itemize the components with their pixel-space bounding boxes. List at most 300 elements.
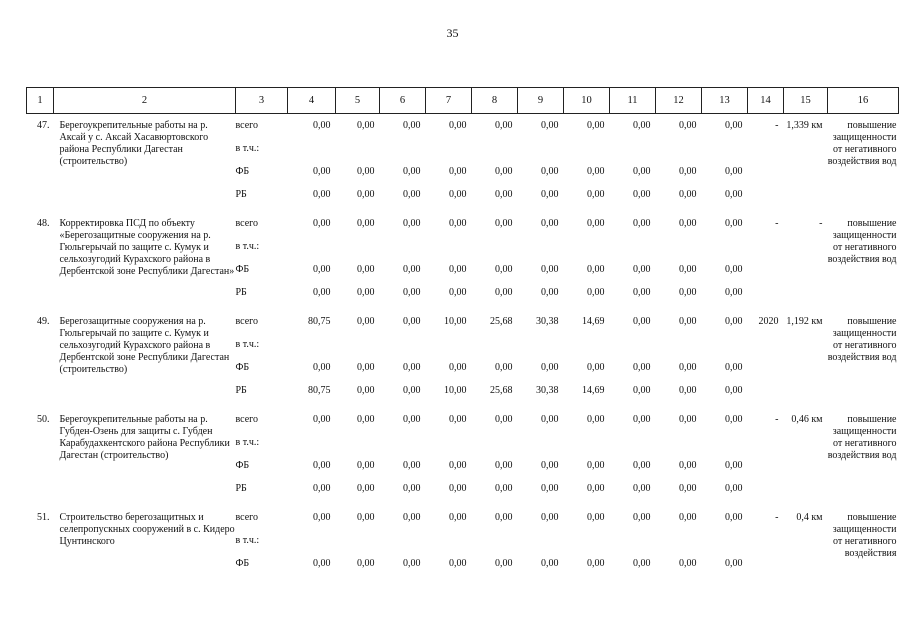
goal-text: повышение защищенности от негативного воздействия вод	[827, 414, 897, 461]
funding-source-cell	[236, 310, 288, 408]
amount-value: 0,00	[633, 460, 651, 471]
amount-value	[288, 535, 336, 558]
amount-value: 0,00	[403, 189, 421, 200]
length-value: 0,4 км	[796, 512, 823, 523]
amount-value	[656, 437, 702, 460]
amount-value: 0,00	[449, 362, 467, 373]
funding-source-cell	[236, 212, 288, 310]
amount-value: 0,00	[725, 460, 743, 471]
amount-value	[288, 339, 336, 362]
amount-value: 0,00	[587, 120, 605, 131]
amount-cell	[380, 408, 426, 506]
amount-value: 0,00	[633, 316, 651, 327]
column-header: 9	[518, 88, 564, 114]
amount-value	[426, 143, 472, 166]
amount-cell	[426, 506, 472, 581]
amount-cell	[518, 310, 564, 408]
funding-source-label: РБ	[235, 287, 247, 298]
amount-value: 0,00	[541, 264, 559, 275]
amount-value: 0,00	[403, 414, 421, 425]
amount-value: 0,00	[633, 287, 651, 298]
amount-value: 0,00	[587, 287, 605, 298]
amount-value	[472, 339, 518, 362]
amount-value: 0,00	[541, 120, 559, 131]
funding-table	[26, 87, 899, 581]
amount-value: 0,00	[633, 264, 651, 275]
amount-cell	[702, 408, 748, 506]
amount-value: 0,00	[587, 218, 605, 229]
amount-value: 0,00	[313, 120, 331, 131]
amount-value: 0,00	[495, 120, 513, 131]
amount-value: 0,00	[357, 166, 375, 177]
amount-value: 0,00	[357, 218, 375, 229]
amount-cell	[702, 506, 748, 581]
amount-value: 0,00	[725, 483, 743, 494]
amount-value	[564, 535, 610, 558]
amount-value: 0,00	[633, 189, 651, 200]
amount-cell	[426, 114, 472, 213]
amount-value: 0,00	[633, 385, 651, 396]
amount-cell	[472, 408, 518, 506]
amount-value: 0,00	[541, 558, 559, 569]
amount-value	[336, 339, 380, 362]
amount-value: 0,00	[679, 512, 697, 523]
table-row	[27, 212, 899, 310]
amount-value	[518, 241, 564, 264]
amount-value: 0,00	[587, 414, 605, 425]
amount-value: 0,00	[357, 264, 375, 275]
column-header: 16	[828, 88, 899, 114]
amount-value: 0,00	[449, 512, 467, 523]
amount-value	[610, 143, 656, 166]
amount-value: 0,00	[495, 483, 513, 494]
amount-value	[564, 339, 610, 362]
amount-cell	[656, 212, 702, 310]
amount-value: 25,68	[490, 385, 513, 396]
amount-value	[426, 535, 472, 558]
column-header: 4	[288, 88, 336, 114]
amount-value: 0,00	[449, 189, 467, 200]
amount-value: 0,00	[541, 189, 559, 200]
column-header: 14	[748, 88, 784, 114]
amount-value: 0,00	[313, 558, 331, 569]
amount-value	[518, 143, 564, 166]
amount-cell	[610, 506, 656, 581]
amount-value: 0,00	[587, 558, 605, 569]
amount-value: 0,00	[403, 218, 421, 229]
amount-cell	[564, 408, 610, 506]
amount-value: 0,00	[403, 264, 421, 275]
amount-value: 0,00	[725, 362, 743, 373]
amount-value: 0,00	[587, 166, 605, 177]
column-header: 7	[426, 88, 472, 114]
amount-value: 0,00	[403, 558, 421, 569]
amount-value: 0,00	[449, 120, 467, 131]
amount-value: 0,00	[679, 120, 697, 131]
amount-value: 0,00	[679, 264, 697, 275]
amount-value: 0,00	[313, 264, 331, 275]
amount-value: 0,00	[449, 287, 467, 298]
amount-cell	[288, 212, 336, 310]
amount-value: 0,00	[587, 512, 605, 523]
amount-value	[472, 535, 518, 558]
amount-value: 0,00	[587, 189, 605, 200]
amount-value: 0,00	[495, 512, 513, 523]
length-value: 0,46 км	[791, 414, 823, 425]
amount-value: 0,00	[725, 264, 743, 275]
amount-value	[564, 437, 610, 460]
amount-value: 0,00	[725, 218, 743, 229]
amount-value: 0,00	[541, 218, 559, 229]
amount-value	[288, 241, 336, 264]
amount-cell	[380, 212, 426, 310]
amount-value: 0,00	[541, 414, 559, 425]
amount-value	[518, 339, 564, 362]
amount-value: 0,00	[541, 287, 559, 298]
column-header: 13	[702, 88, 748, 114]
funding-source-label: РБ	[235, 189, 247, 200]
funding-source-label: РБ	[235, 385, 247, 396]
amount-value: 0,00	[403, 460, 421, 471]
amount-value: 0,00	[587, 362, 605, 373]
amount-cell	[426, 310, 472, 408]
funding-source-label: ФБ	[235, 264, 250, 275]
amount-value: 0,00	[357, 483, 375, 494]
amount-cell	[336, 506, 380, 581]
goal-text: повышение защищенности от негативного воздействия	[832, 512, 897, 559]
column-header: 12	[656, 88, 702, 114]
amount-value: 0,00	[357, 287, 375, 298]
amount-value: 0,00	[679, 362, 697, 373]
amount-value: 0,00	[357, 385, 375, 396]
amount-cell	[518, 506, 564, 581]
amount-cell	[564, 114, 610, 213]
amount-value: 0,00	[679, 287, 697, 298]
row-number: 49.	[37, 316, 50, 327]
amount-value: 0,00	[449, 218, 467, 229]
amount-value	[702, 535, 748, 558]
length-value: -	[819, 218, 823, 229]
amount-value	[656, 143, 702, 166]
object-name: Берегоукрепительные работы на р. Аксай у с. Аксай Хасавюртовского района Республики Дагестан (строительство)	[59, 120, 209, 167]
amount-value	[426, 437, 472, 460]
amount-cell	[518, 212, 564, 310]
funding-source-label: в т.ч.:	[235, 535, 260, 546]
page-number: 35	[446, 26, 459, 40]
amount-value	[380, 535, 426, 558]
object-name: Строительство берегозащитных и селепропускных сооружений в с. Кидеро Цунтинского	[59, 512, 235, 547]
funding-source-label: ФБ	[235, 460, 250, 471]
funding-source-label: в т.ч.:	[235, 437, 260, 448]
amount-value: 0,00	[449, 414, 467, 425]
length-value: 1,192 км	[786, 316, 823, 327]
amount-value: 0,00	[541, 512, 559, 523]
row-number: 50.	[37, 414, 50, 425]
table-row	[27, 408, 899, 506]
amount-cell	[610, 114, 656, 213]
amount-value: 0,00	[633, 558, 651, 569]
column-header: 10	[564, 88, 610, 114]
amount-value: 0,00	[633, 414, 651, 425]
amount-value: 0,00	[449, 460, 467, 471]
amount-value: 0,00	[633, 362, 651, 373]
amount-value: 0,00	[633, 483, 651, 494]
amount-cell	[656, 408, 702, 506]
amount-value: 0,00	[587, 460, 605, 471]
row-number: 51.	[37, 512, 50, 523]
amount-cell	[288, 114, 336, 213]
amount-value	[702, 339, 748, 362]
amount-value: 0,00	[633, 218, 651, 229]
amount-cell	[426, 408, 472, 506]
amount-value	[472, 241, 518, 264]
amount-value	[656, 339, 702, 362]
amount-value: 0,00	[449, 483, 467, 494]
amount-cell	[380, 506, 426, 581]
amount-value: 0,00	[495, 558, 513, 569]
amount-value: 80,75	[308, 316, 331, 327]
amount-value: 30,38	[536, 316, 559, 327]
amount-value: 0,00	[449, 558, 467, 569]
table-row	[27, 114, 899, 213]
amount-value: 0,00	[403, 316, 421, 327]
funding-source-label: в т.ч.:	[235, 339, 260, 350]
amount-value: 0,00	[679, 483, 697, 494]
column-header: 8	[472, 88, 518, 114]
goal-text: повышение защищенности от негативного воздействия вод	[827, 218, 897, 265]
amount-value: 0,00	[495, 189, 513, 200]
amount-cell	[656, 114, 702, 213]
amount-value: 0,00	[679, 316, 697, 327]
header-row	[27, 88, 899, 114]
amount-value: 0,00	[313, 483, 331, 494]
amount-value: 0,00	[449, 264, 467, 275]
funding-source-label: РБ	[235, 483, 247, 494]
amount-value: 25,68	[490, 316, 513, 327]
funding-source-label: ФБ	[235, 362, 250, 373]
amount-value: 0,00	[725, 166, 743, 177]
length-value: 1,339 км	[786, 120, 823, 131]
amount-value	[336, 535, 380, 558]
amount-value: 0,00	[495, 218, 513, 229]
amount-value: 0,00	[403, 385, 421, 396]
amount-cell	[564, 310, 610, 408]
amount-value: 0,00	[495, 460, 513, 471]
amount-value	[518, 535, 564, 558]
amount-value: 14,69	[582, 316, 605, 327]
table-row	[27, 506, 899, 581]
amount-value: 0,00	[357, 512, 375, 523]
amount-cell	[288, 506, 336, 581]
amount-value	[564, 143, 610, 166]
amount-value	[518, 437, 564, 460]
completion-year: 2020	[758, 316, 779, 327]
amount-value	[472, 437, 518, 460]
amount-value: 0,00	[357, 189, 375, 200]
amount-cell	[656, 310, 702, 408]
amount-value	[426, 339, 472, 362]
amount-value: 0,00	[725, 512, 743, 523]
amount-cell	[472, 310, 518, 408]
amount-value: 0,00	[633, 512, 651, 523]
amount-value: 0,00	[725, 414, 743, 425]
funding-source-cell	[236, 408, 288, 506]
goal-text: повышение защищенности от негативного воздействия вод	[827, 316, 897, 363]
amount-cell	[336, 408, 380, 506]
amount-value	[380, 339, 426, 362]
amount-value: 0,00	[633, 166, 651, 177]
column-header: 11	[610, 88, 656, 114]
amount-value: 0,00	[679, 414, 697, 425]
amount-cell	[518, 114, 564, 213]
completion-year: -	[775, 120, 779, 131]
amount-value: 0,00	[495, 362, 513, 373]
amount-cell	[564, 506, 610, 581]
amount-value: 0,00	[403, 362, 421, 373]
amount-cell	[288, 310, 336, 408]
amount-value: 0,00	[313, 414, 331, 425]
amount-cell	[564, 212, 610, 310]
amount-value: 0,00	[313, 460, 331, 471]
amount-value: 0,00	[495, 166, 513, 177]
amount-cell	[472, 212, 518, 310]
amount-value	[288, 143, 336, 166]
amount-value: 0,00	[725, 385, 743, 396]
amount-value	[610, 535, 656, 558]
funding-source-label: всего	[235, 316, 259, 327]
amount-value: 0,00	[403, 483, 421, 494]
amount-value	[610, 241, 656, 264]
goal-text: повышение защищенности от негативного воздействия вод	[827, 120, 897, 167]
amount-value	[336, 437, 380, 460]
amount-value	[564, 241, 610, 264]
amount-value: 0,00	[725, 316, 743, 327]
amount-value	[702, 143, 748, 166]
amount-value: 0,00	[313, 166, 331, 177]
amount-value: 80,75	[308, 385, 331, 396]
amount-value: 0,00	[725, 189, 743, 200]
object-name: Корректировка ПСД по объекту «Берегозащитные сооружения на р. Гюльгерычай по защите с. Кумук и сельхозугодий Курахского района в Дербентской зоне Республики Дагестан»	[59, 218, 235, 277]
funding-source-label: всего	[235, 414, 259, 425]
amount-value: 0,00	[357, 316, 375, 327]
amount-value	[656, 535, 702, 558]
table-body	[27, 114, 899, 582]
amount-value	[288, 437, 336, 460]
funding-source-label: в т.ч.:	[235, 143, 260, 154]
amount-value: 0,00	[357, 414, 375, 425]
row-number: 48.	[37, 218, 50, 229]
amount-value: 0,00	[541, 166, 559, 177]
amount-value	[610, 437, 656, 460]
table-row	[27, 310, 899, 408]
column-header: 2	[54, 88, 236, 114]
object-name: Берегоукрепительные работы на р. Губден-Озень для защиты с. Губден Карабудахкентского района Республики Дагестан (строительство)	[59, 414, 230, 461]
amount-cell	[426, 212, 472, 310]
amount-cell	[472, 114, 518, 213]
amount-value: 0,00	[725, 287, 743, 298]
amount-value: 0,00	[403, 120, 421, 131]
amount-cell	[380, 114, 426, 213]
amount-value: 30,38	[536, 385, 559, 396]
completion-year: -	[775, 512, 779, 523]
amount-value: 0,00	[313, 512, 331, 523]
object-name: Берегозащитные сооружения на р. Гюльгерычай по защите с. Кумук и сельхозугодий Курахского района в Дербентской зоне Республики Дагестан (строительство)	[59, 316, 230, 375]
amount-value: 0,00	[449, 166, 467, 177]
completion-year: -	[775, 414, 779, 425]
amount-value: 0,00	[403, 512, 421, 523]
amount-cell	[702, 310, 748, 408]
amount-value: 0,00	[679, 166, 697, 177]
amount-value: 0,00	[403, 287, 421, 298]
amount-value: 0,00	[541, 460, 559, 471]
amount-cell	[702, 212, 748, 310]
amount-cell	[336, 212, 380, 310]
amount-cell	[610, 408, 656, 506]
amount-value	[610, 339, 656, 362]
amount-value: 0,00	[495, 287, 513, 298]
column-header: 5	[336, 88, 380, 114]
amount-value: 0,00	[679, 558, 697, 569]
amount-value: 0,00	[587, 264, 605, 275]
funding-source-label: ФБ	[235, 166, 250, 177]
amount-value: 0,00	[313, 287, 331, 298]
amount-value	[472, 143, 518, 166]
amount-cell	[288, 408, 336, 506]
amount-value: 0,00	[587, 483, 605, 494]
amount-value: 0,00	[633, 120, 651, 131]
amount-value: 0,00	[357, 558, 375, 569]
amount-value: 0,00	[313, 362, 331, 373]
amount-value: 0,00	[495, 414, 513, 425]
funding-source-label: всего	[235, 218, 259, 229]
amount-value: 10,00	[444, 316, 467, 327]
amount-value: 0,00	[679, 460, 697, 471]
funding-source-cell	[236, 506, 288, 581]
amount-cell	[702, 114, 748, 213]
row-number: 47.	[37, 120, 50, 131]
amount-value: 0,00	[679, 218, 697, 229]
amount-cell	[336, 114, 380, 213]
amount-value	[336, 143, 380, 166]
amount-value: 0,00	[495, 264, 513, 275]
column-header: 6	[380, 88, 426, 114]
amount-cell	[336, 310, 380, 408]
amount-value: 0,00	[357, 362, 375, 373]
amount-value: 0,00	[541, 362, 559, 373]
amount-value: 0,00	[357, 120, 375, 131]
amount-value	[426, 241, 472, 264]
amount-value: 0,00	[313, 218, 331, 229]
funding-source-label: ФБ	[235, 558, 250, 569]
amount-value: 0,00	[403, 166, 421, 177]
amount-value	[380, 437, 426, 460]
column-header: 15	[784, 88, 828, 114]
funding-source-cell	[236, 114, 288, 213]
amount-cell	[472, 506, 518, 581]
amount-value: 0,00	[541, 483, 559, 494]
funding-source-label: всего	[235, 120, 259, 131]
amount-cell	[518, 408, 564, 506]
completion-year: -	[775, 218, 779, 229]
column-header: 1	[27, 88, 54, 114]
amount-cell	[656, 506, 702, 581]
amount-value	[702, 241, 748, 264]
funding-source-label: в т.ч.:	[235, 241, 260, 252]
amount-value: 0,00	[679, 385, 697, 396]
amount-cell	[380, 310, 426, 408]
amount-value	[380, 241, 426, 264]
amount-value	[380, 143, 426, 166]
